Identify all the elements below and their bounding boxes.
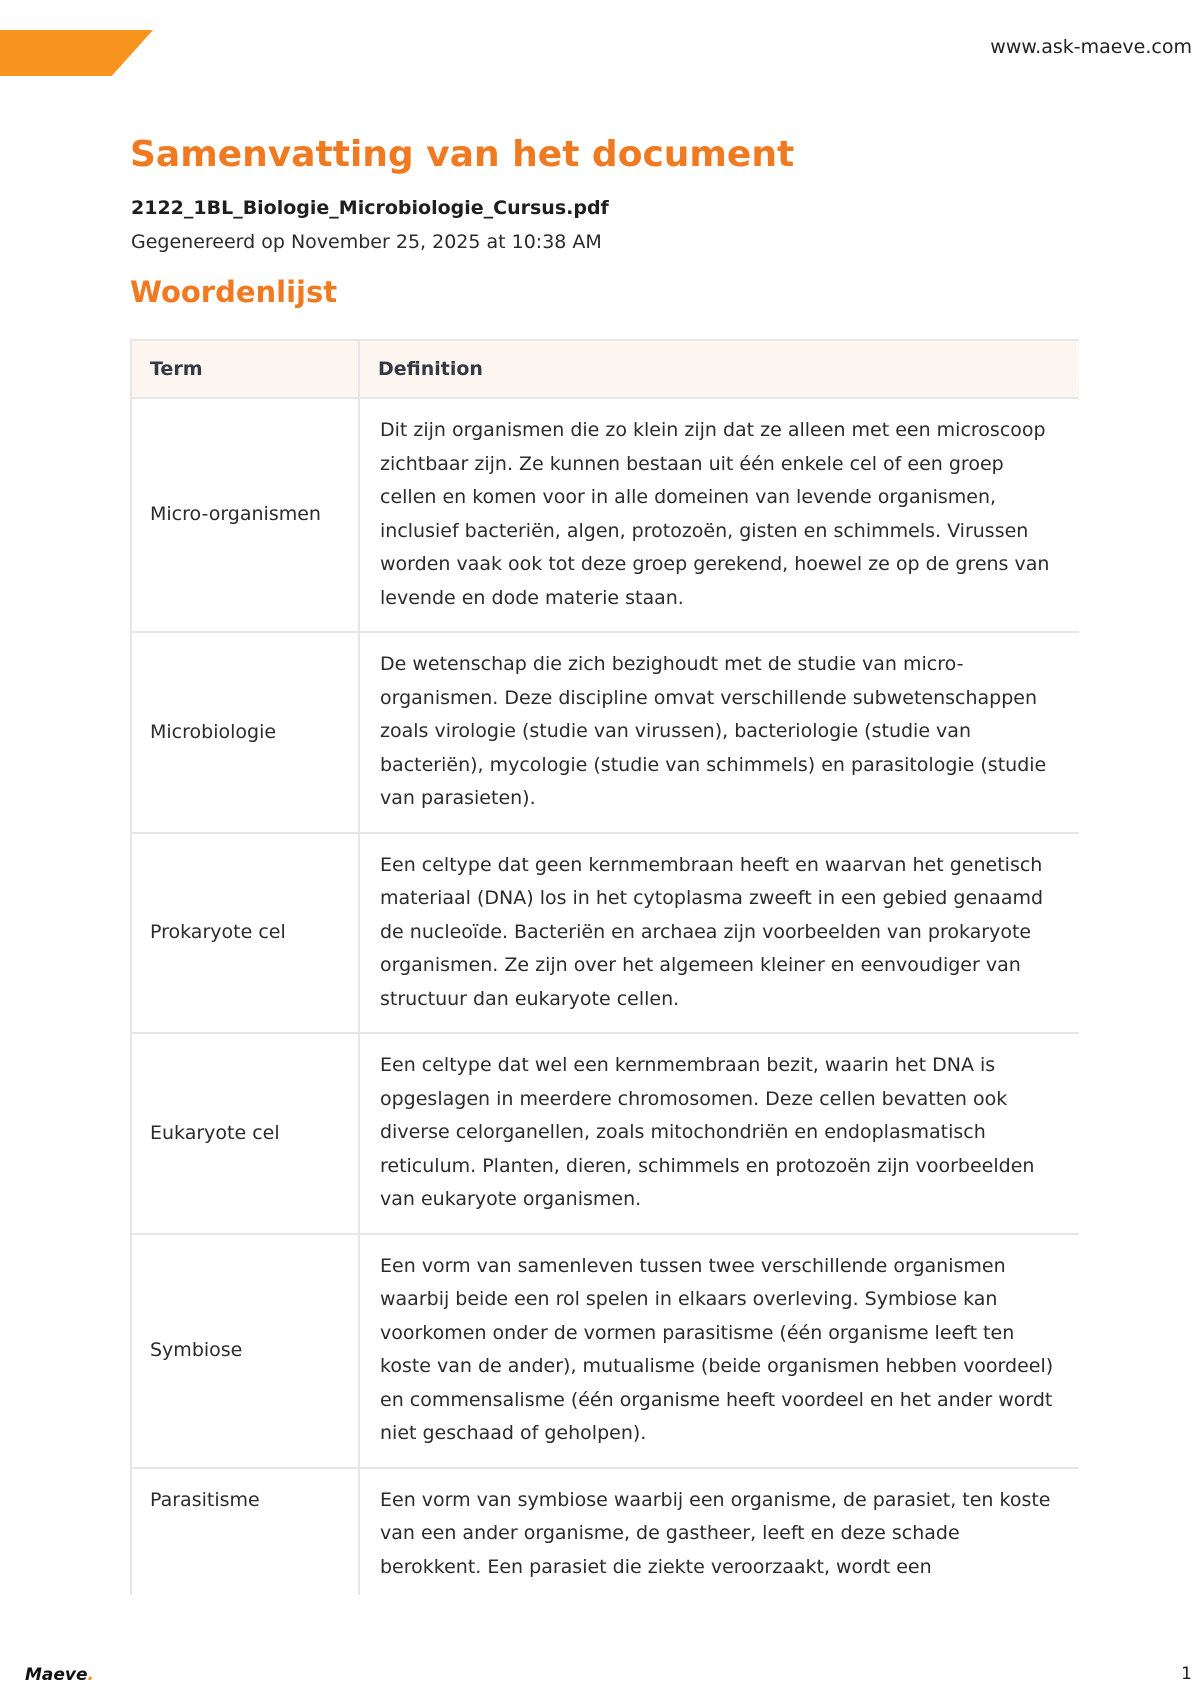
column-header-definition: Definition <box>359 340 1079 398</box>
table-header-row <box>131 340 1079 398</box>
definition-cell: Een celtype dat wel een kernmembraan bezit, waarin het DNA is opgeslagen in meerdere chromosomen. Deze cellen bevatten ook diverse celorganellen, zoals mitochondriën en endoplasmatisch reticulum. Planten, dieren, schimmels en protozoën zijn voorbeelden van eukaryote organismen. <box>359 1033 1079 1234</box>
table-row <box>131 833 1079 1034</box>
site-url: www.ask-maeve.com <box>990 36 1192 58</box>
glossary-table-container <box>130 339 1079 1595</box>
generated-timestamp: Gegenereerd op November 25, 2025 at 10:38 AM <box>131 231 602 253</box>
glossary-table <box>130 339 1079 1595</box>
term-cell: Eukaryote cel <box>131 1033 359 1234</box>
corner-accent-tab <box>0 30 153 76</box>
table-row <box>131 398 1079 632</box>
term-cell: Micro-organismen <box>131 398 359 632</box>
page-title: Samenvatting van het document <box>130 134 795 175</box>
section-title-glossary: Woordenlijst <box>130 275 338 309</box>
brand-name: Maeve <box>25 1665 88 1685</box>
term-cell: Prokaryote cel <box>131 833 359 1034</box>
page-number: 1 <box>1181 1664 1192 1684</box>
table-row <box>131 1468 1079 1596</box>
term-cell: Symbiose <box>131 1234 359 1468</box>
brand-dot: . <box>87 1665 94 1685</box>
term-cell: Parasitisme <box>131 1468 359 1596</box>
table-row <box>131 632 1079 833</box>
definition-cell: Dit zijn organismen die zo klein zijn dat ze alleen met een microscoop zichtbaar zijn. Ze kunnen bestaan uit één enkele cel of een groep cellen en komen voor in alle domeinen van levende organismen, inclusief bacteriën, algen, protozoën, gisten en schimmels. Virussen worden vaak ook tot deze groep gerekend, hoewel ze op de grens van levende en dode materie staan. <box>359 398 1079 632</box>
term-cell: Microbiologie <box>131 632 359 833</box>
definition-cell: Een vorm van samenleven tussen twee verschillende organismen waarbij beide een rol spelen in elkaars overleving. Symbiose kan voorkomen onder de vormen parasitisme (één organisme leeft ten koste van de ander), mutualisme (beide organismen hebben voordeel) en commensalisme (één organisme heeft voordeel en het ander wordt niet geschaad of geholpen). <box>359 1234 1079 1468</box>
definition-cell: De wetenschap die zich bezighoudt met de studie van micro-organismen. Deze discipline omvat verschillende subwetenschappen zoals virologie (studie van virussen), bacteriologie (studie van bacteriën), mycologie (studie van schimmels) en parasitologie (studie van parasieten). <box>359 632 1079 833</box>
definition-cell: Een vorm van symbiose waarbij een organisme, de parasiet, ten koste van een ander organisme, de gastheer, leeft en deze schade berokkent. Een parasiet die ziekte veroorzaakt, wordt een <box>359 1468 1079 1596</box>
column-header-term: Term <box>131 340 359 398</box>
table-row <box>131 1033 1079 1234</box>
definition-cell: Een celtype dat geen kernmembraan heeft en waarvan het genetisch materiaal (DNA) los in het cytoplasma zweeft in een gebied genaamd de nucleoïde. Bacteriën en archaea zijn voorbeelden van prokaryote organismen. Ze zijn over het algemeen kleiner en eenvoudiger van structuur dan eukaryote cellen. <box>359 833 1079 1034</box>
file-name: 2122_1BL_Biologie_Microbiologie_Cursus.pdf <box>131 197 609 219</box>
table-row <box>131 1234 1079 1468</box>
maeve-logo <box>25 1665 94 1685</box>
